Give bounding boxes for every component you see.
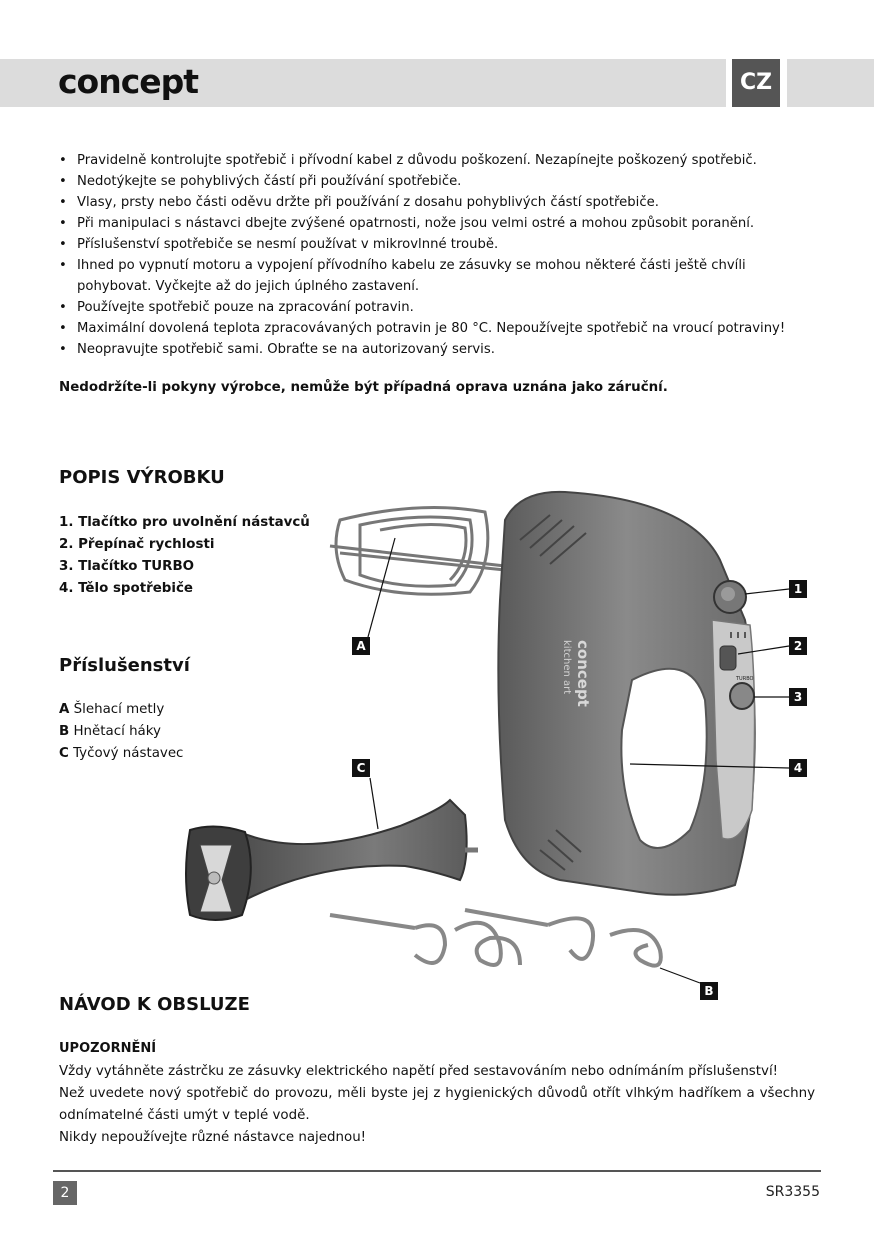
rod-attachment	[186, 800, 478, 920]
whisk-attachment	[330, 508, 505, 595]
accessory-text: Hnětací háky	[73, 724, 161, 739]
device-subbrand: kitchen art	[561, 640, 572, 695]
list-item: 4. Tělo spotřebiče	[59, 581, 193, 596]
list-item: • Příslušenství spotřebiče se nesmí používat v mikrovlnné troubě.	[59, 234, 819, 255]
list-item: • Nedotýkejte se pohyblivých částí při používání spotřebiče.	[59, 171, 819, 192]
accessory-key: B	[59, 724, 70, 739]
list-item: 2. Přepínač rychlosti	[59, 537, 215, 552]
accessory-key: A	[59, 702, 70, 717]
paragraph: Nikdy nepoužívejte různé nástavce najednou!	[59, 1130, 367, 1145]
notice-subtitle: UPOZORNĚNÍ	[59, 1041, 157, 1056]
accessory-text: Tyčový nástavec	[73, 746, 184, 761]
turbo-label: TURBO	[736, 676, 754, 682]
list-item: • Ihned po vypnutí motoru a vypojení přívodního kabelu ze zásuvky se mohou některé části ještě chvíli pohybovat. Vyčkejte až do jejich úplného zastavení.	[59, 255, 819, 297]
footer-divider	[53, 1170, 821, 1172]
section-title-accessories: Příslušenství	[59, 655, 190, 676]
device-brand: concept	[574, 640, 592, 707]
callout-4: 4	[789, 759, 807, 777]
callout-3: 3	[789, 688, 807, 706]
callout-1: 1	[789, 580, 807, 598]
handle-hole	[621, 669, 706, 848]
list-item: 3. Tlačítko TURBO	[59, 559, 195, 574]
dough-hooks	[330, 910, 661, 966]
page-number: 2	[53, 1181, 77, 1205]
list-item: • Vlasy, prsty nebo části oděvu držte při používání z dosahu pohyblivých částí spotřebiče.	[59, 192, 819, 213]
warranty-warning: Nedodržíte-li pokyny výrobce, nemůže být případná oprava uznána jako záruční.	[59, 380, 668, 395]
list-item: • Pravidelně kontrolujte spotřebič i přívodní kabel z důvodu poškození. Nezapínejte poškozený spotřebič.	[59, 150, 819, 171]
accessory-text: Šlehací metly	[73, 702, 165, 717]
speed-switch	[720, 646, 736, 670]
paragraph: Vždy vytáhněte zástrčku ze zásuvky elektrického napětí před sestavováním nebo odnímáním příslušenství!	[59, 1064, 779, 1079]
paragraph: Než uvedete nový spotřebič do provozu, měli byste jej z hygienických důvodů otřít vlhkým hadříkem a všechny odnímatelné části umýt v teplé vodě.	[59, 1086, 815, 1123]
callout-a: A	[352, 637, 370, 655]
accessory-key: C	[59, 746, 69, 761]
callout-2: 2	[789, 637, 807, 655]
list-item: • Neopravujte spotřebič sami. Obraťte se na autorizovaný servis.	[59, 339, 819, 360]
callout-b: B	[700, 982, 718, 1000]
brand-logo: concept	[58, 62, 199, 101]
operation-text	[59, 1061, 815, 1149]
list-item: • Maximální dovolená teplota zpracovávaných potravin je 80 °C. Nepoužívejte spotřebič na vroucí potraviny!	[59, 318, 819, 339]
section-title-product: POPIS VÝROBKU	[59, 467, 225, 488]
language-badge: CZ	[732, 59, 780, 107]
list-item: 1. Tlačítko pro uvolnění nástavců	[59, 515, 310, 530]
list-item: • Používejte spotřebič pouze na zpracování potravin.	[59, 297, 819, 318]
list-item: • Při manipulaci s nástavci dbejte zvýšené opatrnosti, nože jsou velmi ostré a mohou způsobit poranění.	[59, 213, 819, 234]
model-number: SR3355	[765, 1184, 820, 1200]
turbo-button	[730, 683, 754, 709]
callout-c: C	[352, 759, 370, 777]
section-title-operation: NÁVOD K OBSLUZE	[59, 994, 250, 1015]
